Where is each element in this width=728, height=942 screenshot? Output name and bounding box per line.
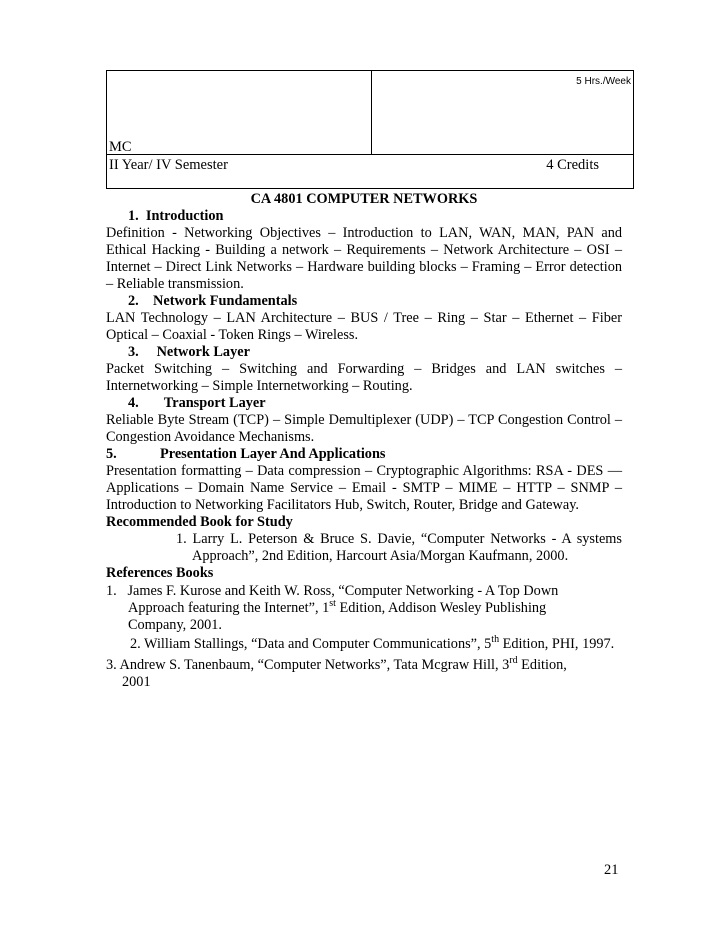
course-header-table (106, 70, 634, 189)
hours-per-week: 5 Hrs./Week (372, 71, 634, 155)
page-number: 21 (604, 862, 619, 878)
unit-3-heading: 3. Network Layer (128, 344, 250, 360)
reference-3: 3. Andrew S. Tanenbaum, “Computer Networks”, Tata Mcgraw Hill, 3rd Edition, 2001 (106, 655, 567, 690)
syllabus-body (106, 191, 622, 691)
unit-2-heading: 2. Network Fundamentals (128, 293, 298, 309)
unit-1-content: Definition - Networking Objectives – Introduction to LAN, WAN, MAN, PAN and Ethical Hacking - Building a network – Requirements – Network Architecture – OSI – Internet – Direct Link Networks – Hardware building blocks – Framing – Error detection – Reliable transmission. (106, 225, 622, 292)
unit-3-content: Packet Switching – Switching and Forwarding – Bridges and LAN switches – Internetworking – Simple Internetworking – Routing. (106, 361, 622, 394)
unit-5-heading: 5. Presentation Layer And Applications (106, 446, 386, 462)
recommended-book: 1. Larry L. Peterson & Bruce S. Davie, “Computer Networks - A systems Approach”, 2nd Edition, Harcourt Asia/Morgan Kaufmann, 2000. (176, 531, 622, 564)
year-semester-row (107, 155, 634, 189)
course-code: MC (109, 139, 132, 155)
credits: 4 Credits (546, 157, 599, 173)
recommended-heading: Recommended Book for Study (106, 514, 293, 530)
unit-5-content: Presentation formatting – Data compression – Cryptographic Algorithms: RSA - DES — Applications – Domain Name Service – Email - SMTP – MIME – HTTP – SNMP – Introduction to Networking Facilitators Hub, Switch, Router, Bridge and Gateway. (106, 463, 622, 513)
unit-4-content: Reliable Byte Stream (TCP) – Simple Demultiplexer (UDP) – TCP Congestion Control – Congestion Avoidance Mechanisms. (106, 412, 622, 445)
reference-2: 2. William Stallings, “Data and Computer Communications”, 5th Edition, PHI, 1997. (130, 634, 615, 652)
header-left-cell (107, 71, 372, 155)
unit-2-content: LAN Technology – LAN Architecture – BUS / Tree – Ring – Star – Ethernet – Fiber Optical – Coaxial - Token Rings – Wireless. (106, 310, 622, 343)
course-title: CA 4801 COMPUTER NETWORKS (250, 191, 478, 207)
unit-1-heading: 1. Introduction (128, 208, 224, 224)
year-semester: II Year/ IV Semester (109, 157, 228, 173)
unit-4-heading: 4. Transport Layer (128, 395, 266, 411)
reference-1: 1. James F. Kurose and Keith W. Ross, “Computer Networking - A Top Down Approach featuring the Internet”, 1st Edition, Addison Wesley Publishing Company, 2001. (106, 583, 559, 633)
references-heading: References Books (106, 565, 214, 581)
